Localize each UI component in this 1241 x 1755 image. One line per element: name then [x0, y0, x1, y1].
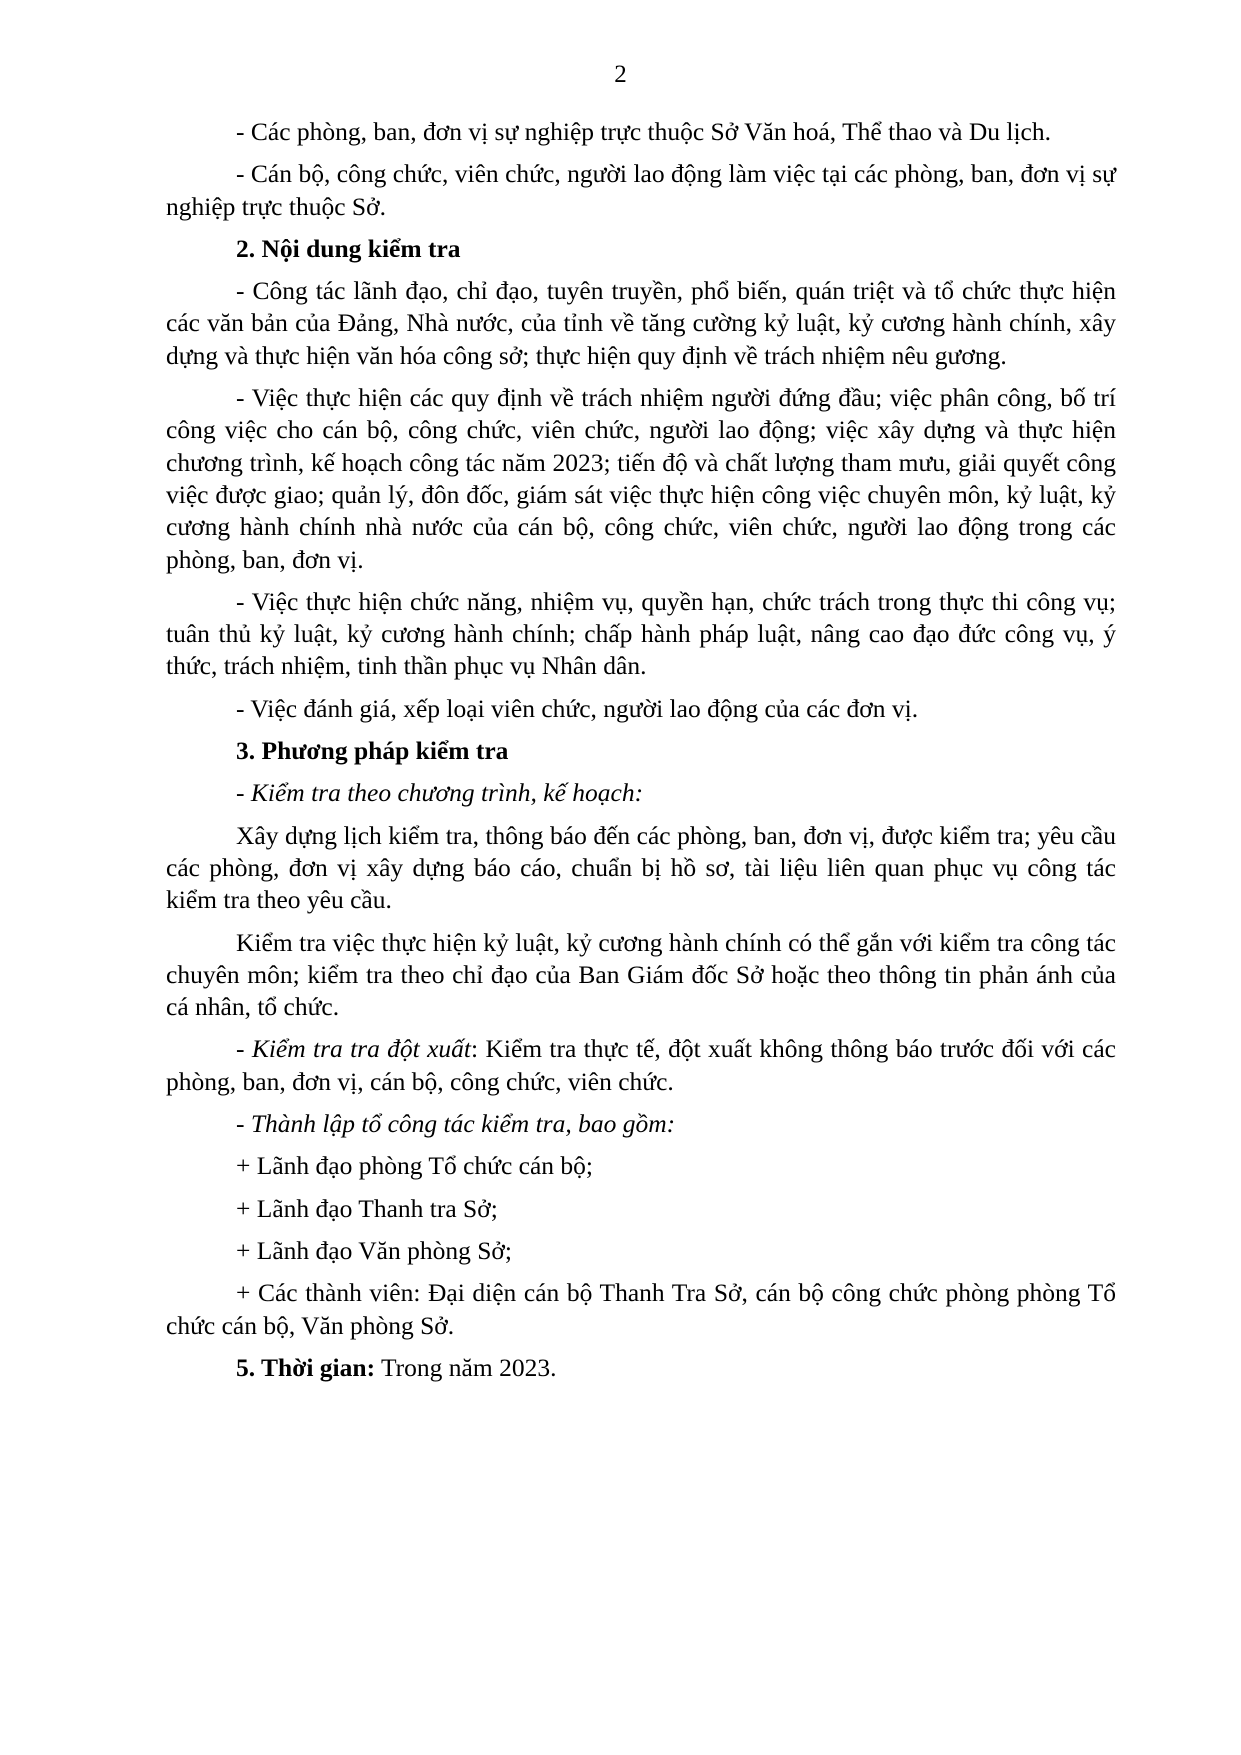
- paragraph-content-duties: - Việc thực hiện chức năng, nhiệm vụ, quyền hạn, chức trách trong thực thi công vụ; tuân thủ kỷ luật, kỷ cương hành chính; chấp hành pháp luật, nâng cao đạo đức công vụ, ý thức, trách nhiệm, tinh thần phục vụ Nhân dân.: [166, 586, 1116, 681]
- section-time: [166, 1352, 1116, 1384]
- section-heading-content: 2. Nội dung kiểm tra: [236, 233, 461, 263]
- paragraph-method-unannounced: [166, 1033, 1116, 1098]
- list-item: + Lãnh đạo phòng Tổ chức cán bộ;: [236, 1151, 594, 1181]
- paragraph-method-planned: - Kiểm tra theo chương trình, kế hoạch:: [236, 778, 644, 808]
- document-body: [166, 116, 1116, 1394]
- paragraph-target-staff: - Cán bộ, công chức, viên chức, người lao động làm việc tại các phòng, ban, đơn vị sự nghiệp trực thuộc Sở.: [166, 159, 1116, 221]
- unannounced-text: : Kiểm tra thực tế, đột xuất không thông báo trước đối với các phòng, ban, đơn vị, cán bộ, công chức, viên chức.: [166, 1034, 1116, 1096]
- paragraph-content-evaluation: - Việc đánh giá, xếp loại viên chức, người lao động của các đơn vị.: [236, 693, 919, 723]
- paragraph-method-team: - Thành lập tổ công tác kiểm tra, bao gồm:: [236, 1109, 676, 1139]
- paragraph-method-combined: Kiểm tra việc thực hiện kỷ luật, kỷ cương hành chính có thể gắn với kiểm tra công tác chuyên môn; kiểm tra theo chỉ đạo của Ban Giám đốc Sở hoặc theo thông tin phản ánh của cá nhân, tổ chức.: [166, 927, 1116, 1022]
- list-item: + Các thành viên: Đại diện cán bộ Thanh Tra Sở, cán bộ công chức phòng phòng Tổ chức cán bộ, Văn phòng Sở.: [166, 1278, 1116, 1340]
- paragraph-target-units: - Các phòng, ban, đơn vị sự nghiệp trực thuộc Sở Văn hoá, Thể thao và Du lịch.: [236, 117, 1051, 146]
- time-value: Trong năm 2023.: [375, 1352, 557, 1382]
- unannounced-label: - Kiểm tra tra đột xuất: [236, 1034, 472, 1064]
- section-heading-method: 3. Phương pháp kiểm tra: [236, 736, 509, 766]
- paragraph-method-schedule: Xây dựng lịch kiểm tra, thông báo đến các phòng, ban, đơn vị, được kiểm tra; yêu cầu các phòng, đơn vị xây dựng báo cáo, chuẩn bị hồ sơ, tài liệu liên quan phục vụ công tác kiểm tra theo yêu cầu.: [166, 820, 1116, 915]
- time-label: 5. Thời gian:: [236, 1352, 376, 1382]
- paragraph-content-responsibility: - Việc thực hiện các quy định về trách nhiệm người đứng đầu; việc phân công, bố trí công việc cho cán bộ, công chức, viên chức, người lao động; việc xây dựng và thực hiện chương trình, kế hoạch công tác năm 2023; tiến độ và chất lượng tham mưu, giải quyết công việc được giao; quản lý, đôn đốc, giám sát việc thực hiện công việc chuyên môn, kỷ luật, kỷ cương hành chính nhà nước của cán bộ, công chức, viên chức, người lao động trong các phòng, ban, đơn vị.: [166, 383, 1116, 574]
- list-item: + Lãnh đạo Văn phòng Sở;: [236, 1235, 512, 1265]
- list-item: + Lãnh đạo Thanh tra Sở;: [236, 1193, 498, 1223]
- paragraph-content-leadership: - Công tác lãnh đạo, chỉ đạo, tuyên truyền, phổ biến, quán triệt và tổ chức thực hiện các văn bản của Đảng, Nhà nước, của tỉnh về tăng cường kỷ luật, kỷ cương hành chính, xây dựng và thực hiện văn hóa công sở; thực hiện quy định về trách nhiệm nêu gương.: [166, 276, 1116, 370]
- page-number: 2: [614, 61, 627, 88]
